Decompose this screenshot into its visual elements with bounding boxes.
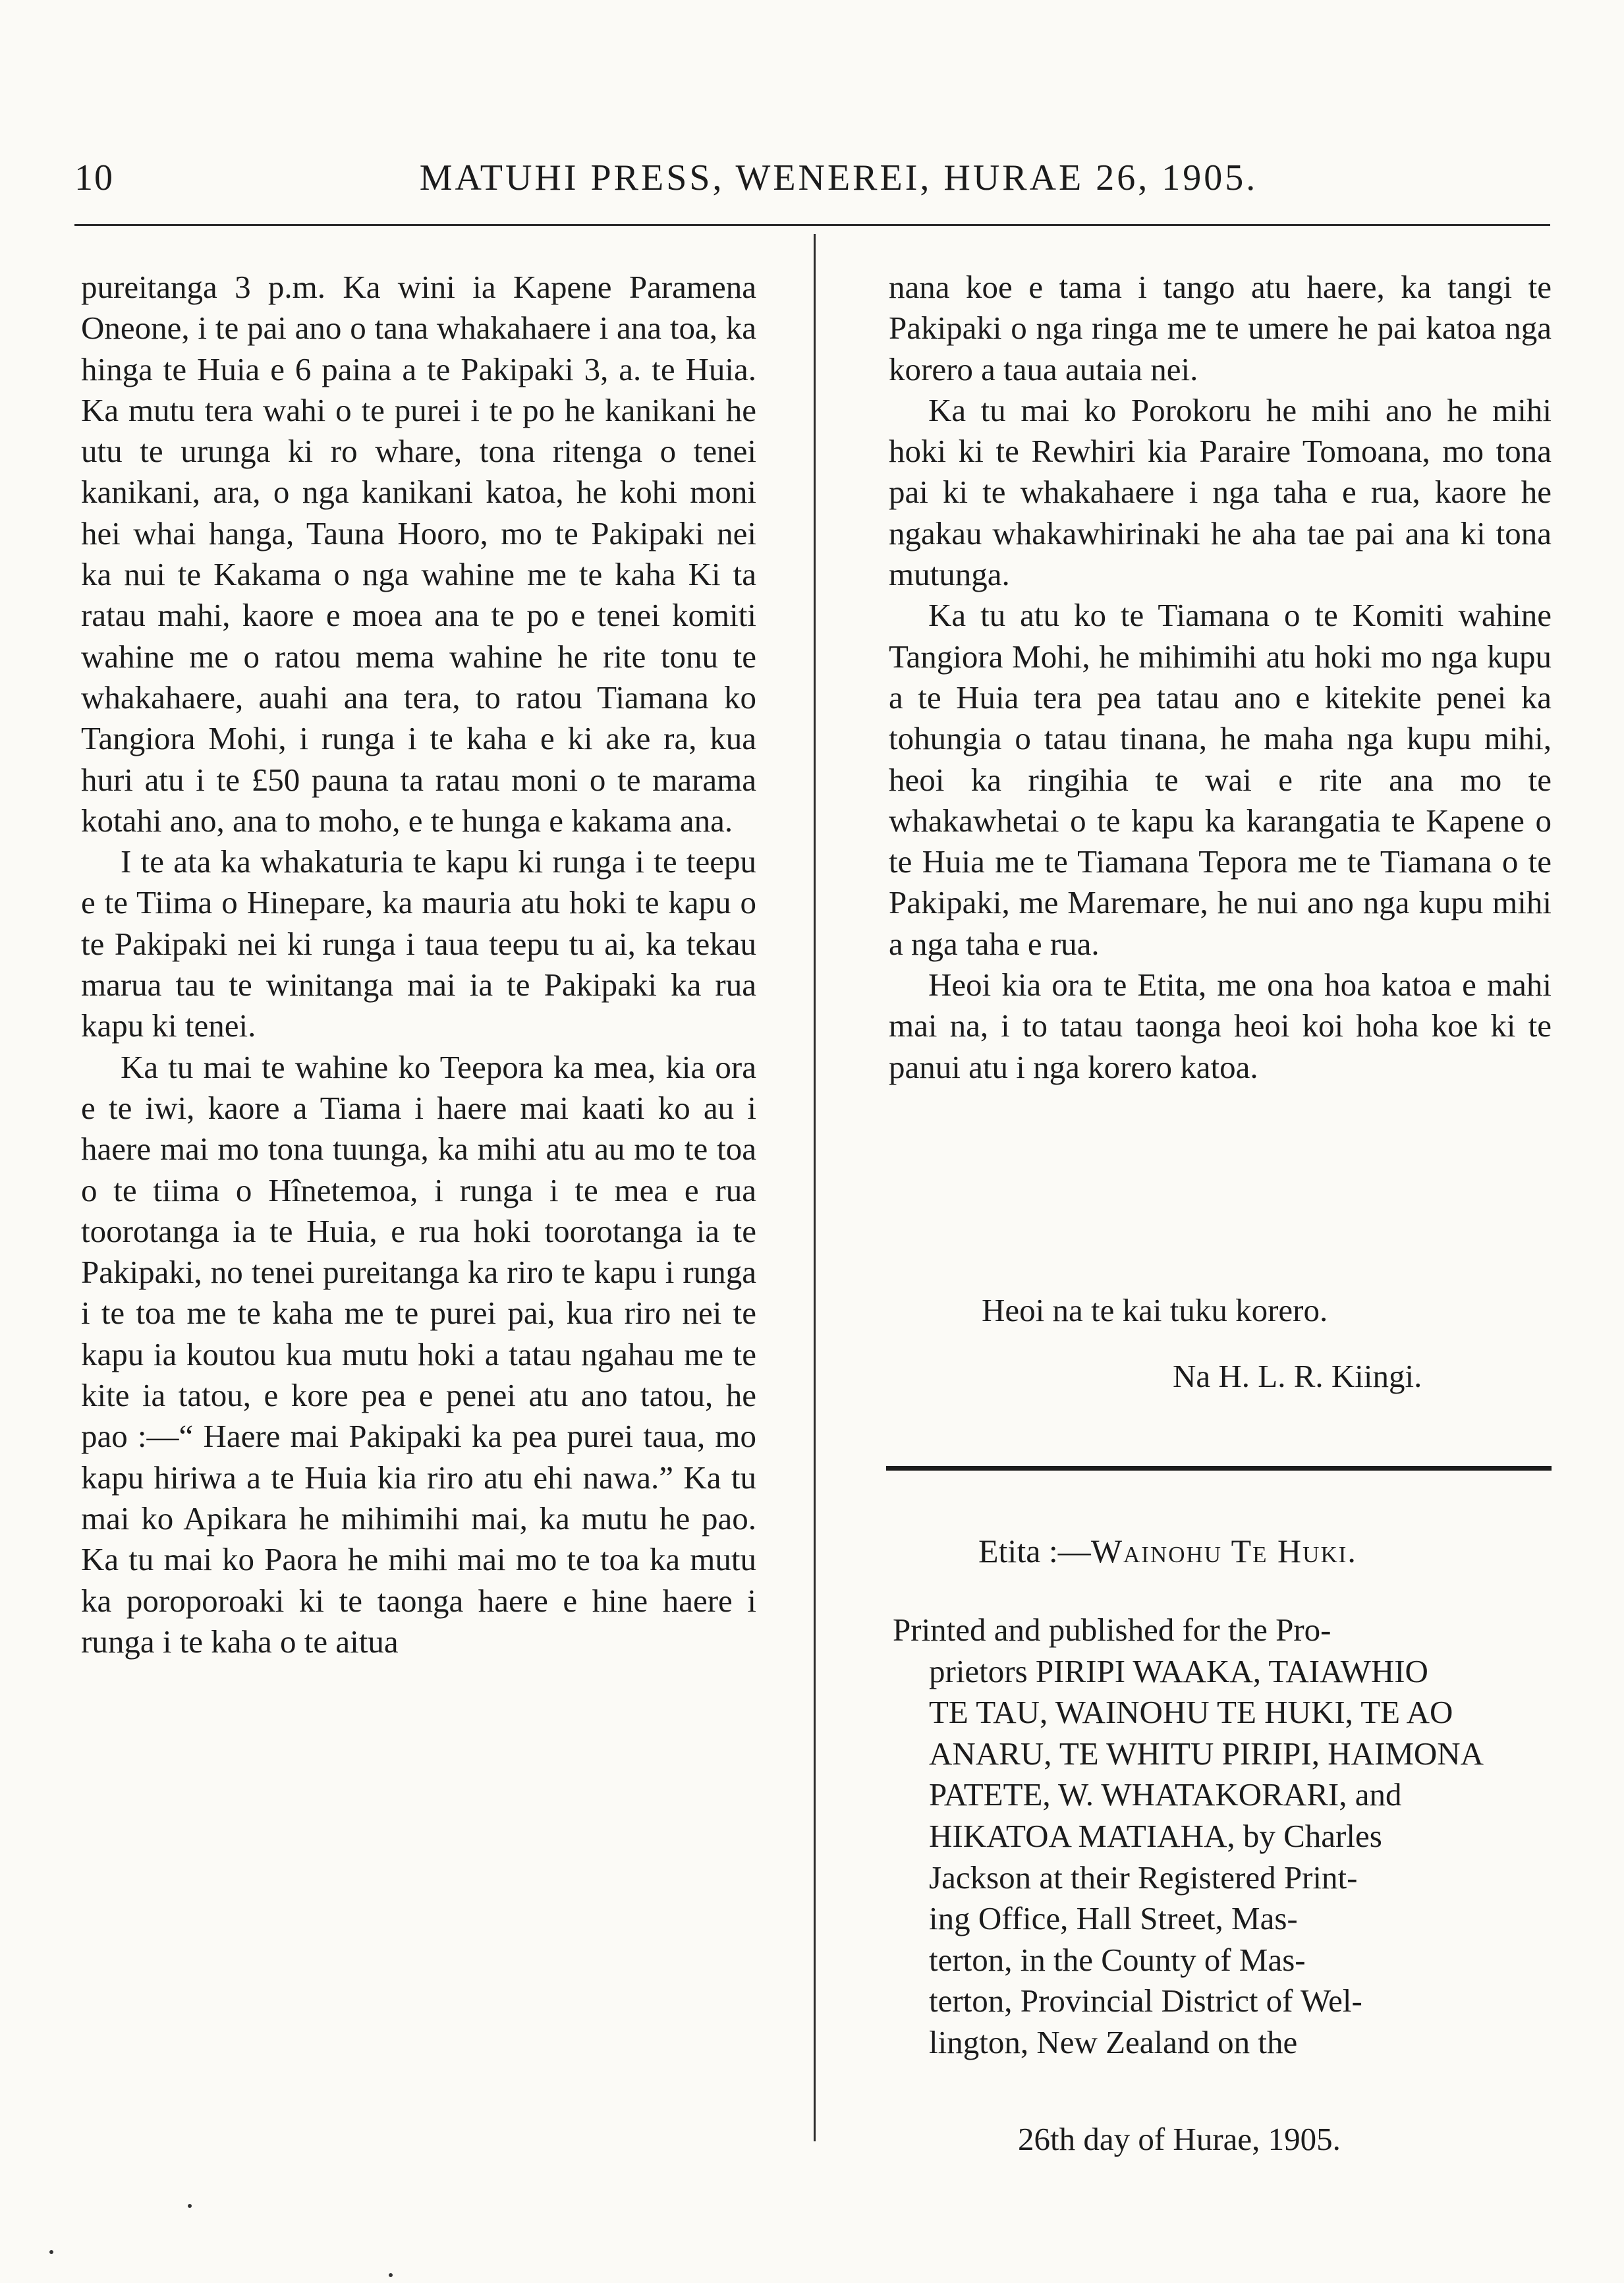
right-column xyxy=(889,267,1552,1088)
imprint-line: Printed and published for the Pro- xyxy=(893,1612,1331,1648)
editor-line xyxy=(978,1532,1357,1570)
right-paragraph-2: Ka tu mai ko Porokoru he mihi ano he mihi hoki ki te Rewhiri kia Paraire Tomoana, mo tona pai ki te whakahaere i nga taha e rua, kaore he ngakau whakawhirinaki he aha tae pai ana ki tona mutunga. xyxy=(889,391,1552,593)
left-paragraph-3: Ka tu mai te wahine ko Teepora ka mea, kia ora e te iwi, kaore a Tiama i haere mai kaati ko au i haere mai mo tona tuunga, ka mihi atu au mo te toa o te tiima o Hînetemoa, i runga i te mea e rua toorotanga ia te Huia, e rua hoki toorotanga ia te Pakipaki, no tenei pureitanga ka riro te kapu i runga i te toa me te kaha me te purei pai, kua riro nei te kapu ia koutou kua mutu hoki a tatau ngahau me te kite ia tatou, e kore pea e penei atu ano tatou, he pao :—“ Haere mai Pakipaki ka pea purei taua, mo kapu hiriwa a te Huia kia riro atu ehi nawa.” Ka tu mai ko Apikara he mihimihi mai, ka mutu he pao. Ka tu mai ko Paora he mihi mai mo te toa ka mutu ka poroporoaki ki te taonga haere e hine haere i runga i te kaha o te aitua xyxy=(81,1048,756,1660)
imprint-date: 26th day of Hurae, 1905. xyxy=(1018,2121,1341,2157)
header-rule xyxy=(74,224,1550,226)
imprint-line: HIKATOA MATIAHA, by Charles xyxy=(929,1817,1382,1854)
imprint-line: prietors PIRIPI WAAKA, TAIAWHIO xyxy=(929,1652,1428,1689)
imprint-line: ANARU, TE WHITU PIRIPI, HAIMONA xyxy=(929,1735,1484,1772)
signature: Na H. L. R. Kiingi. xyxy=(1173,1358,1422,1394)
masthead-title: MATUHI PRESS, WENEREI, HURAE 26, 1905. xyxy=(419,157,1258,198)
imprint-line: PATETE, W. WHATAKORARI, and xyxy=(929,1776,1402,1813)
editor-label: Etita :— xyxy=(978,1533,1091,1569)
left-paragraph-1: pureitanga 3 p.m. Ka wini ia Kapene Paramena Oneone, i te pai ano o tana whakahaere i ana toa, ka hinga te Huia e 6 paina a te Pakipaki 3, a. te Huia. Ka mutu tera wahi o te purei i te po he kanikani he utu te urunga ki ro whare, tona ritenga o tenei kanikani, ara, o nga kanikani katoa, he kohi moni hei whai hanga, Tauna Hooro, mo te Pakipaki nei ka nui te Kakama o nga wahine me te kaha Ki ta ratau mahi, kaore e moea ana te po e tenei komiti wahine me o ratou mema wahine he rite tonu te whakahaere, auahi ana tera, to ratou Tiamana ko Tangiora Mohi, i runga i te kaha e ki ake ra, kua huri atu i te £50 pauna ta ratau moni o te marama kotahi ano, ana to moho, e te hunga e kakama ana. xyxy=(81,269,756,839)
section-rule xyxy=(886,1466,1552,1471)
print-speck xyxy=(188,2204,192,2208)
imprint-block xyxy=(893,1610,1552,2064)
imprint-line: terton, Provincial District of Wel- xyxy=(929,1983,1362,2019)
imprint-line: TE TAU, WAINOHU TE HUKI, TE AO xyxy=(929,1694,1453,1731)
imprint-line: terton, in the County of Mas- xyxy=(929,1941,1306,1978)
imprint-line: lington, New Zealand on the xyxy=(929,2023,1298,2060)
print-speck xyxy=(49,2250,53,2254)
column-divider xyxy=(814,234,816,2141)
right-paragraph-4: Heoi kia ora te Etita, me ona hoa katoa e mahi mai na, i to tatau taonga heoi koi hoha koe ki te panui atu i nga korero katoa. xyxy=(889,967,1552,1085)
left-column xyxy=(81,267,756,1662)
editor-name: Wainohu Te Huki. xyxy=(1090,1533,1357,1569)
page-header xyxy=(74,157,1550,210)
imprint-line: ing Office, Hall Street, Mas- xyxy=(929,1900,1298,1937)
imprint-line: Jackson at their Registered Print- xyxy=(929,1859,1358,1896)
right-paragraph-1: nana koe e tama i tango atu haere, ka tangi te Pakipaki o nga ringa me te umere he pai katoa nga korero a taua autaia nei. xyxy=(889,269,1552,387)
closing-line: Heoi na te kai tuku korero. xyxy=(982,1292,1328,1328)
left-paragraph-2: I te ata ka whakaturia te kapu ki runga i te teepu e te Tiima o Hinepare, ka mauria atu hoki te kapu o te Pakipaki nei ki runga i taua teepu tu ai, ka tekau marua tau te winitanga mai ia te Pakipaki ka rua kapu ki tenei. xyxy=(81,843,756,1044)
right-paragraph-3: Ka tu atu ko te Tiamana o te Komiti wahine Tangiora Mohi, he mihimihi atu hoki mo nga kupu a te Huia tera pea tatau ano e kitekite penei ka tohungia o tatau tinana, he maha nga kupu mihi, heoi ka ringihia te wai e rite ana mo te whakawhetai o te kapu ka karangatia te Kapene o te Huia me te Tiamana Tepora me te Tiamana o te Pakipaki, me Maremare, he nui ano nga kupu mihi a nga taha e rua. xyxy=(889,597,1552,962)
print-speck xyxy=(389,2273,393,2277)
page-number: 10 xyxy=(74,157,114,198)
